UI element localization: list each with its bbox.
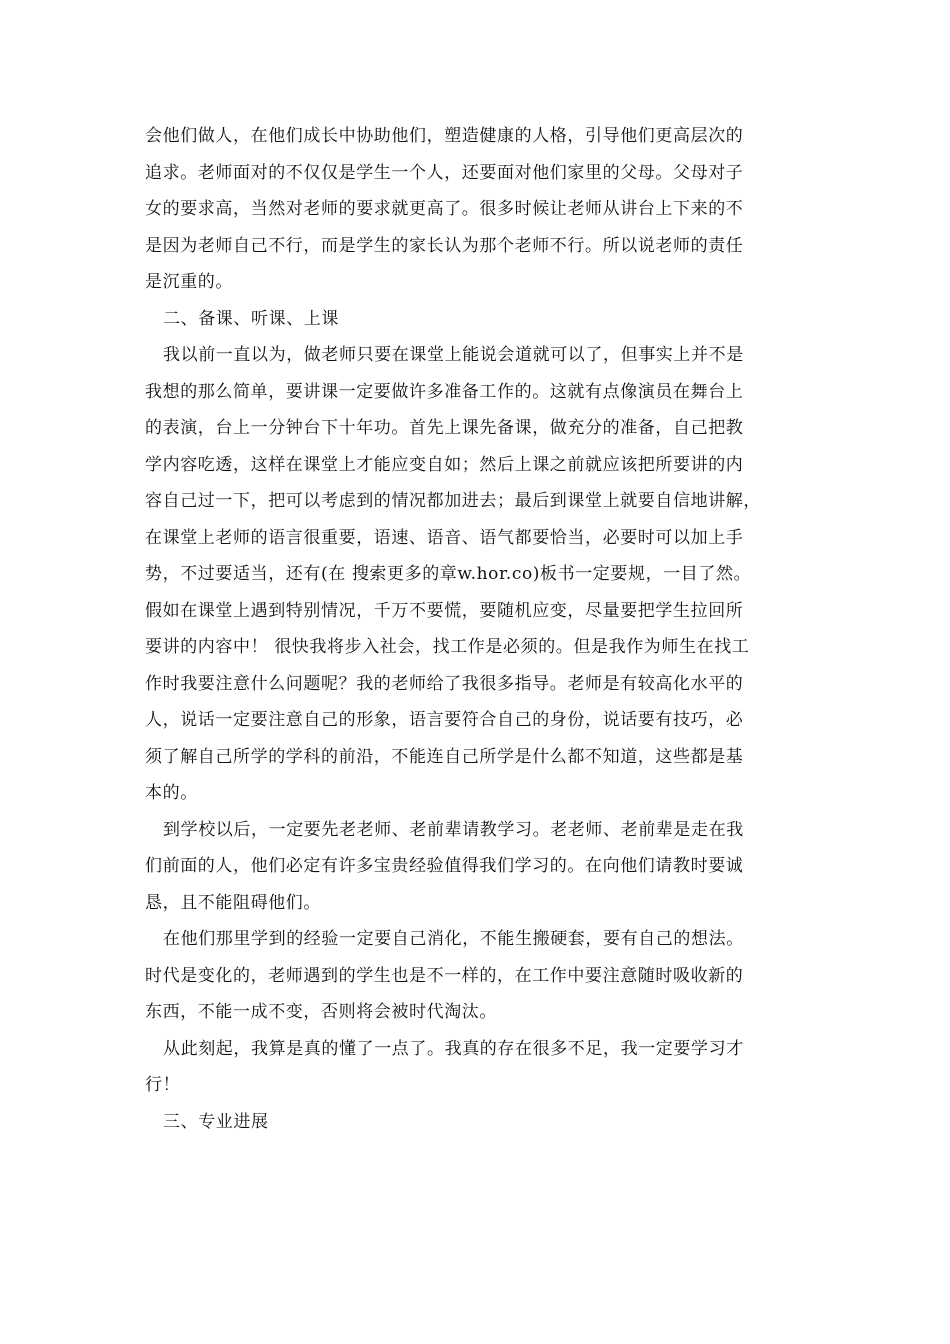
text-line: 要讲的内容中！ 很快我将步入社会，找工作是必须的。但是我作为师生在找工 xyxy=(145,637,750,657)
text-line: 在课堂上老师的语言很重要，语速、语音、语气都要恰当，必要时可以加上手 xyxy=(145,527,744,548)
text-line: 女的要求高，当然对老师的要求就更高了。很多时候让老师从讲台上下来的不 xyxy=(145,199,744,219)
text-line: 须了解自己所学的学科的前沿，不能连自己所学是什么都不知道，这些都是基 xyxy=(145,746,744,767)
text-line: 假如在课堂上遇到特别情况，千万不要慌，要随机应变，尽量要把学生拉回所 xyxy=(145,600,744,621)
text-line: 二、备课、听课、上课 xyxy=(163,308,339,329)
body-text xyxy=(145,118,810,1140)
text-line: 本的。 xyxy=(145,783,198,803)
text-line: 是因为老师自己不行，而是学生的家长认为那个老师不行。所以说老师的责任 xyxy=(145,235,744,256)
text-line: 从此刻起，我算是真的懂了一点了。我真的存在很多不足，我一定要学习才 xyxy=(163,1038,744,1059)
text-line: 是沉重的。 xyxy=(145,272,233,292)
text-line: 恳，且不能阻碍他们。 xyxy=(145,892,321,913)
text-line: 时代是变化的，老师遇到的学生也是不一样的，在工作中要注意随时吸收新的 xyxy=(145,965,744,986)
text-line: 我以前一直以为，做老师只要在课堂上能说会道就可以了，但事实上并不是 xyxy=(163,345,744,365)
text-line: 到学校以后，一定要先老老师、老前辈请教学习。老老师、老前辈是走在我 xyxy=(163,819,744,840)
text-line: 容自己过一下，把可以考虑到的情况都加进去；最后到课堂上就要自信地讲解， xyxy=(145,491,761,511)
text-line: 在他们那里学到的经验一定要自己消化，不能生搬硬套，要有自己的想法。 xyxy=(163,929,744,949)
text-line: 们前面的人，他们必定有许多宝贵经验值得我们学习的。在向他们请教时要诚 xyxy=(145,856,744,876)
text-line: 的表演，台上一分钟台下十年功。首先上课先备课，做充分的准备，自己把教 xyxy=(145,418,744,438)
text-line: 我想的那么简单，要讲课一定要做许多准备工作的。这就有点像演员在舞台上 xyxy=(145,381,744,402)
text-line: 东西，不能一成不变，否则将会被时代淘汰。 xyxy=(145,1002,497,1022)
text-line: 作时我要注意什么问题呢？我的老师给了我很多指导。老师是有较高化水平的 xyxy=(145,673,744,694)
text-line: 会他们做人，在他们成长中协助他们，塑造健康的人格，引导他们更高层次的 xyxy=(145,126,744,146)
text-line: 人，说话一定要注意自己的形象，语言要符合自己的身份，说话要有技巧，必 xyxy=(145,710,744,730)
text-line: 学内容吃透，这样在课堂上才能应变自如；然后上课之前就应该把所要讲的内 xyxy=(145,454,744,475)
text-line: 行！ xyxy=(145,1075,181,1095)
text-line: 追求。老师面对的不仅仅是学生一个人，还要面对他们家里的父母。父母对子 xyxy=(145,162,744,183)
text-line: 三、专业进展 xyxy=(163,1111,269,1132)
text-line: 势，不过要适当，还有(在 搜索更多的章w.hor.co)板书一定要规，一目了然。 xyxy=(145,564,752,584)
